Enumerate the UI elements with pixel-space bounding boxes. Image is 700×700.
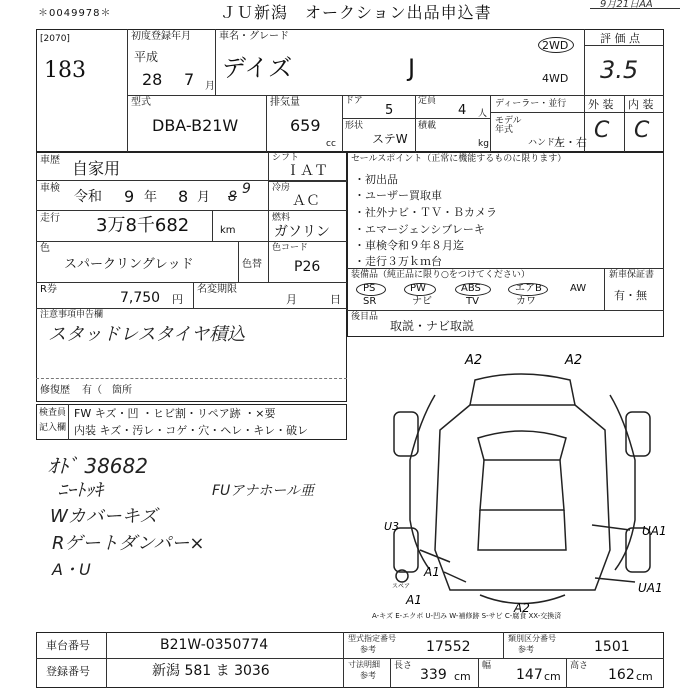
equip-tv: TV (466, 296, 479, 307)
divider (238, 241, 239, 282)
dealer-label: ディーラー・並行 (495, 99, 567, 109)
repair-place: 箇所 (112, 385, 132, 396)
serial-number: ＊0049978＊ (38, 8, 112, 19)
checker-row-2: 内装 キズ・汚レ・コゲ・穴・ヘレ・キレ・破レ (74, 424, 309, 437)
capacity-value: 4 (458, 103, 467, 118)
vehicle-name: デイズ (222, 54, 293, 82)
color-value: スパークリングレッド (64, 257, 194, 272)
shift-label: シフト (272, 153, 300, 163)
divider (268, 152, 269, 282)
registration-month-unit: 月 (286, 293, 297, 306)
damage-mark: U3 (384, 520, 400, 533)
handwritten-note: A・U (52, 560, 91, 579)
displacement-label: 排気量 (270, 97, 300, 108)
sales-point-item: ・走行３万ｋｍ台 (354, 255, 442, 268)
divider (36, 658, 664, 659)
vehicle-name-label: 車名・グレード (219, 31, 289, 42)
corner-date: 9月21日AA (600, 0, 653, 10)
lot-number: 183 (44, 58, 86, 83)
mileage-label: 走行 (40, 213, 60, 224)
doors-label: ドア (345, 96, 363, 106)
handwritten-side-note: FUアナホール亜 (212, 483, 315, 499)
sales-point-item: ・エマージェンシブレーキ (354, 223, 485, 236)
equip-navi: ナビ (412, 296, 432, 307)
divider (266, 95, 267, 152)
inspection-day-written: 9 (242, 181, 251, 197)
sales-point-item: ・車検令和９年８月迄 (354, 239, 464, 252)
width-label: 幅 (482, 661, 492, 671)
diagram-legend: A-キズ E-エクボ U-凹み W-補修跡 S-サビ C-腐食 XX-交換済 (372, 612, 562, 620)
class-ref: 参考 (518, 645, 534, 654)
width-unit: cm (544, 670, 561, 683)
plate-label: 登録番号 (46, 665, 90, 678)
type-spec-ref: 参考 (360, 645, 376, 654)
divider (490, 95, 491, 152)
usage-value: 自家用 (72, 159, 121, 178)
handwritten-note: ｵﾄﾞ 38682 (48, 454, 148, 478)
checker-label-1: 検査員 (39, 408, 67, 418)
repair-value: 有（ (82, 385, 102, 396)
registration-limit-label: 名変期限 (197, 284, 237, 295)
recycle-value: 7,750 (120, 290, 161, 306)
damage-mark: A2 (565, 353, 583, 368)
height-label: 高さ (570, 661, 589, 671)
damage-mark: A2 (514, 601, 530, 615)
rear-seat-label: 後目品 (351, 312, 379, 322)
class-label: 類別区分番号 (508, 634, 556, 643)
inspection-year: 9 (124, 187, 135, 206)
divider (566, 658, 567, 688)
new-warranty-value: 有・無 (614, 289, 647, 302)
divider (347, 268, 664, 269)
length-unit: cm (454, 670, 471, 683)
new-warranty-label: 新車保証書 (609, 270, 655, 280)
divider (624, 95, 625, 152)
first-reg-month: 7 (184, 70, 195, 89)
length-label: 長さ (394, 661, 413, 671)
page-title: ＪＵ新潟 オークション出品申込書 (220, 3, 492, 22)
lot-code: [2070] (40, 34, 70, 44)
recycle-label: R券 (40, 284, 57, 295)
aircon-label: 冷房 (272, 183, 291, 193)
divider (490, 112, 584, 113)
length-value: 339 (420, 667, 447, 683)
chassis-value: B21W-0350774 (160, 637, 269, 653)
spare-label: スペア (392, 583, 411, 590)
height-value: 162 (608, 667, 635, 683)
color-code-value: P26 (294, 259, 321, 275)
recycle-unit: 円 (172, 293, 183, 306)
equip-pw: PW (410, 283, 426, 294)
handwritten-note: Rゲートダンパー× (52, 533, 205, 554)
inspection-month-unit: 月 (197, 190, 211, 205)
checker-row-1: FW キズ・凹 ・ヒビ割・リペア跡 ・×要 (74, 407, 276, 420)
handwritten-note: Wカバーキズ (50, 506, 158, 527)
divider (604, 268, 605, 310)
divider (215, 29, 216, 95)
divider (127, 29, 128, 152)
notes-content: スタッドレスタイヤ積込 (48, 324, 246, 345)
load-unit: kg (478, 139, 489, 149)
aircon-value: ＡＣ (292, 193, 320, 209)
divider (584, 29, 585, 152)
divider (36, 241, 347, 242)
first-reg-label: 初度登録年月 (131, 31, 191, 42)
divider (36, 378, 347, 379)
divider (584, 45, 664, 46)
inspection-era: 令和 (74, 189, 102, 205)
displacement-unit: cc (326, 139, 336, 149)
chassis-label: 車台番号 (46, 639, 90, 652)
body-type-label: 形状 (345, 121, 364, 131)
fuel-label: 燃料 (272, 213, 291, 223)
type-spec-value: 17552 (426, 639, 471, 655)
divider (342, 95, 343, 152)
first-reg-era: 平成 (134, 50, 159, 64)
type-spec-label: 型式指定番号 (348, 634, 396, 643)
height-unit: cm (636, 670, 653, 683)
fuel-value: ガソリン (274, 224, 330, 240)
equip-aw: AW (570, 283, 587, 294)
damage-mark: UA1 (642, 524, 667, 538)
checker-label-2: 記入欄 (39, 423, 67, 433)
inspection-day-struck: 8 (228, 189, 237, 205)
corner-divider (590, 8, 680, 9)
handwritten-note: ﾆｰﾄｯｷ (58, 480, 103, 501)
displacement-value: 659 (290, 116, 321, 135)
divider (584, 95, 664, 96)
model-year-label: モデル年式 (495, 116, 522, 135)
damage-mark: A2 (465, 353, 483, 368)
exterior-value: C (594, 118, 610, 143)
drive-4wd: 4WD (542, 72, 569, 85)
dims-ref: 参考 (360, 671, 376, 680)
handle-label: ハンドル (528, 138, 565, 148)
divider (36, 282, 347, 283)
car-diagram (380, 350, 670, 620)
first-reg-month-unit: 月 (205, 81, 215, 92)
drive-2wd: 2WD (542, 39, 569, 52)
damage-mark: A1 (406, 593, 422, 607)
divider (212, 210, 213, 241)
sales-point-item: ・社外ナビ・ＴＶ・Ｂカメラ (354, 206, 497, 219)
color-change-label: 色替 (242, 259, 262, 270)
class-value: 1501 (594, 639, 630, 655)
usage-label: 車歴 (40, 155, 60, 166)
doors-value: 5 (385, 103, 394, 118)
width-value: 147 (516, 667, 543, 683)
equip-leather: カワ (516, 296, 536, 307)
divider (347, 310, 664, 311)
divider (415, 95, 416, 152)
equip-ps: PS (363, 283, 376, 294)
handle-options: 左・右 (554, 136, 587, 149)
capacity-label: 定員 (418, 96, 437, 106)
sales-point-item: ・初出品 (354, 173, 398, 186)
dims-label: 寸法明細 (348, 660, 380, 669)
divider (106, 632, 107, 688)
first-reg-year: 28 (142, 70, 163, 89)
divider (342, 118, 490, 119)
divider (478, 658, 479, 688)
divider (268, 181, 347, 182)
equip-abs: ABS (461, 283, 481, 294)
grade-label: 評 価 点 (600, 32, 640, 45)
inspection-label: 車検 (40, 183, 60, 194)
capacity-unit: 人 (478, 109, 488, 119)
rear-seat-value: 取説・ナビ取説 (390, 319, 475, 333)
repair-label: 修復歴 (40, 385, 70, 396)
model-value: DBA-B21W (152, 116, 239, 135)
divider (503, 632, 504, 658)
mileage-unit: km (220, 225, 236, 236)
load-label: 積載 (418, 121, 437, 131)
divider (68, 404, 69, 440)
divider (343, 632, 344, 688)
inspection-year-unit: 年 (144, 190, 158, 205)
equip-airbag: エアB (515, 283, 542, 294)
divider (36, 210, 347, 211)
mileage-value: 3万8千682 (96, 215, 190, 236)
interior-label: 内 装 (628, 98, 654, 111)
divider (390, 658, 391, 688)
divider (193, 282, 194, 308)
damage-mark: A1 (424, 565, 440, 579)
registration-day-unit: 日 (330, 293, 341, 306)
plate-value: 新潟 581 ま 3036 (152, 663, 270, 679)
inspection-month: 8 (178, 187, 189, 206)
model-label: 型式 (131, 97, 151, 108)
shift-value: ＩＡＴ (286, 163, 328, 179)
vehicle-grade: J (408, 54, 416, 82)
divider (36, 308, 347, 309)
equip-sr: SR (363, 296, 377, 307)
color-label: 色 (40, 243, 50, 254)
notes-label: 注意事項申告欄 (40, 310, 104, 320)
damage-mark: UA1 (638, 581, 663, 595)
sales-point-item: ・ユーザー買取車 (354, 189, 442, 202)
interior-value: C (634, 118, 650, 143)
equipment-label: 装備品（純正品に限り○をつけてください） (351, 270, 530, 280)
body-type-value: ステW (372, 132, 408, 146)
sales-points-label: セールスポイント（正常に機能するものに限ります） (351, 154, 567, 164)
grade-value: 3.5 (600, 56, 639, 84)
color-code-label: 色コード (272, 243, 309, 253)
exterior-label: 外 装 (588, 98, 614, 111)
